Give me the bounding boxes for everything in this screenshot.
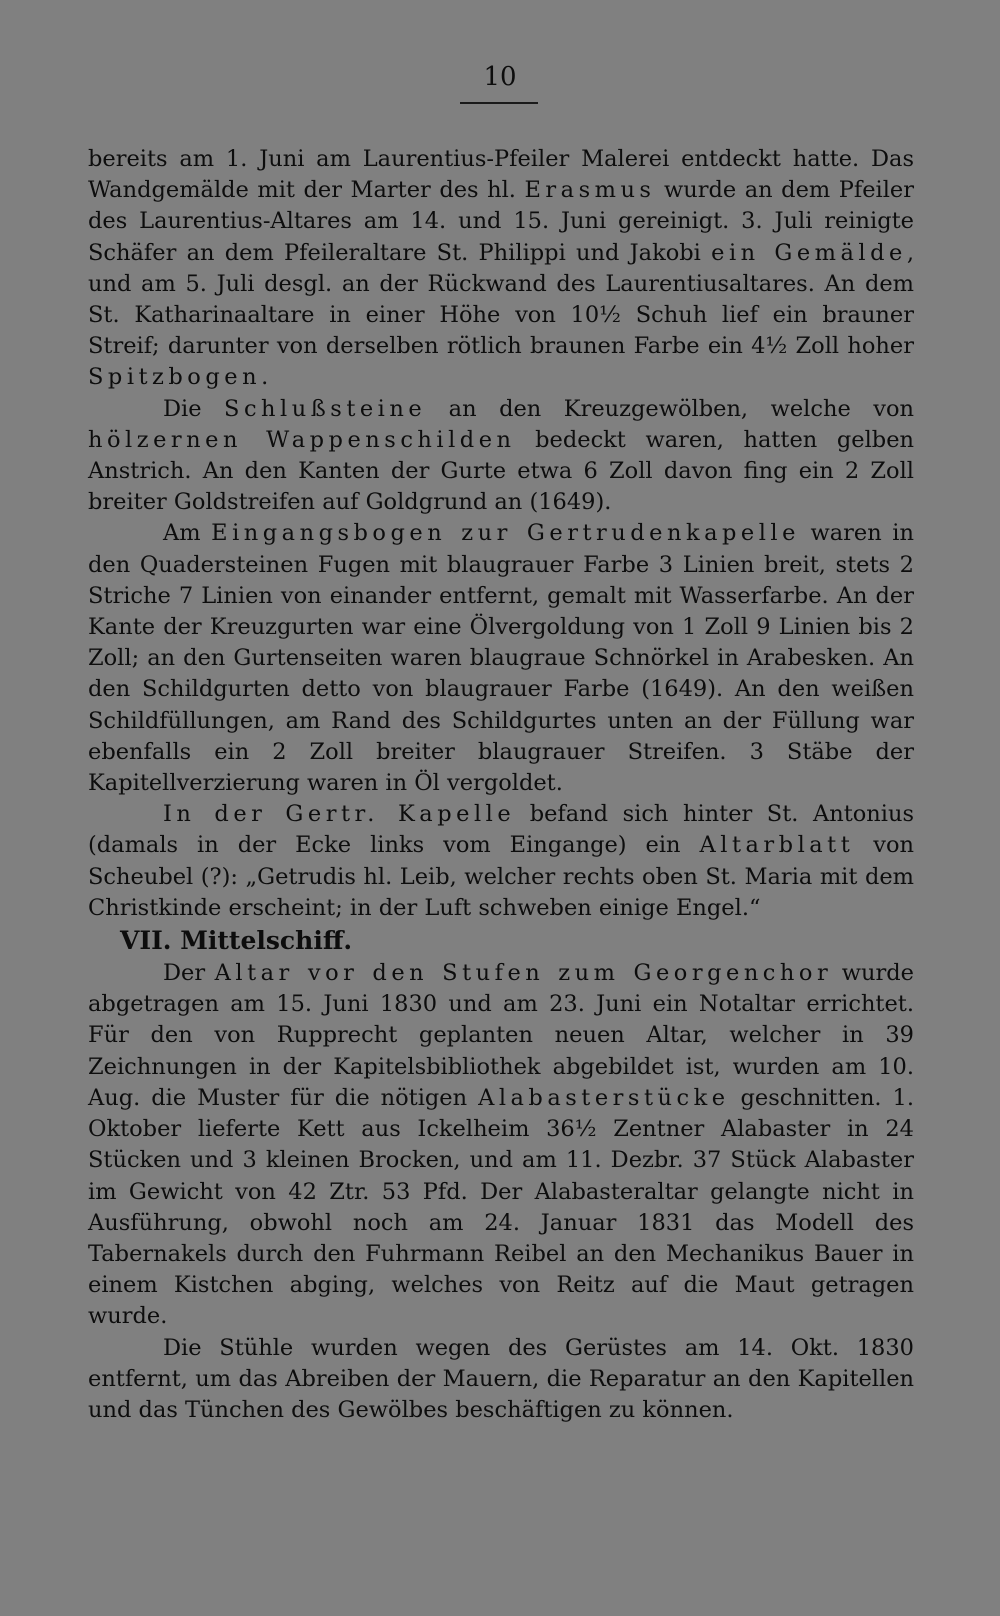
paragraph — [88, 1333, 914, 1427]
text-run: waren in den Quadersteinen Fugen mit blaugrauer Farbe 3 Linien breit, stets 2 Striche 7 Linien von einander entfernt, gemalt mit Wasserfarbe. An der Kante der Kreuzgurten war eine Ölvergoldung von 1 Zoll 9 Linien bis 2 Zoll; an den Gurtenseiten waren blaugraue Schnörkel in Arabesken. An den Schildgurten detto von blaugrauer Farbe (1649). An den weißen Schildfüllungen, am Rand des Schildgurtes unten an der Füllung war ebenfalls ein 2 Zoll breiter blaugrauer Streifen. 3 Stäbe der Kapitellverzierung waren in Öl vergoldet. — [88, 520, 914, 797]
text-run: geschnitten. 1. Oktober lieferte Kett aus Ickelheim 36½ Zentner Alabaster in 24 Stücken und 3 kleinen Brocken, und am 11. Dezbr. 37 Stück Alabaster im Gewicht von 42 Ztr. 53 Pfd. Der Alabasteraltar gelangte nicht in Ausführung, obwohl noch am 24. Januar 1831 das Modell des Tabernakels durch den Fuhrmann Reibel an den Mechanikus Bauer in einem Kistchen abging, welches von Reitz auf die Maut getragen wurde. — [88, 1084, 914, 1330]
header-rule — [460, 102, 538, 104]
paragraph-group-1 — [88, 144, 914, 924]
paragraph — [88, 958, 914, 1332]
paragraph — [88, 799, 914, 924]
page-number: 10 — [483, 62, 517, 92]
spaced-emphasis: Altar vor den Stufen zum Georgenchor — [214, 960, 833, 987]
text-run: von Scheubel (?): „Getrudis hl. Leib, welcher rechts oben St. Maria mit dem Christkinde erscheint; in der Luft schweben einige Engel.“ — [88, 832, 914, 921]
text-run: Der — [163, 960, 215, 987]
spaced-emphasis: Erasmus — [524, 177, 656, 204]
paragraph — [88, 518, 914, 799]
spaced-emphasis: Altarblatt — [699, 832, 855, 859]
text-run: Die Stühle wurden wegen des Gerüstes am 14. Okt. 1830 entfernt, um das Abreiben der Mauern, die Reparatur an den Kapitellen und das Tünchen des Gewölbes beschäftigen zu können. — [88, 1334, 914, 1423]
paragraph — [88, 144, 914, 394]
spaced-emphasis: Spitzbogen — [88, 364, 262, 391]
section-heading: VII. Mittelschiff. — [120, 926, 353, 956]
text-run: Die — [163, 395, 225, 422]
paragraph — [88, 394, 914, 519]
text-run: bereits am 1. Juni am Laurentius-Pfeiler Malerei entdeckt hatte. Das Wandgemälde mit der Marter des hl. — [88, 146, 914, 204]
spaced-emphasis: Schlußsteine — [224, 395, 427, 422]
text-run: , und am 5. Juli desgl. an der Rückwand des Laurentiusaltares. An dem St. Katharinaaltare in einer Höhe von 10½ Schuh lief ein brauner Streif; darunter von derselben rötlich braunen Farbe ein 4½ Zoll hoher — [88, 239, 914, 360]
paragraph-group-2 — [88, 958, 914, 1426]
spaced-emphasis: Eingangsbogen zur Gertrudenkapelle — [211, 520, 800, 547]
text-run: bedeckt waren, hatten gelben Anstrich. An den Kanten der Gurte etwa 6 Zoll davon fing ein 2 Zoll breiter Goldstreifen auf Goldgrund an (1649). — [88, 426, 914, 516]
text-run: an den Kreuzgewölben, welche von — [426, 395, 915, 422]
spaced-emphasis: ein Gemälde — [711, 239, 907, 266]
spaced-emphasis: hölzernen Wappenschilden — [88, 426, 516, 453]
spaced-emphasis: Alabasterstücke — [478, 1084, 730, 1111]
text-run: befand sich hinter St. Antonius (damals in der Ecke links vom Eingange) ein — [88, 801, 915, 859]
text-run: Am — [163, 520, 212, 547]
body-text — [88, 144, 914, 1426]
text-run: . — [261, 364, 269, 391]
spaced-emphasis: In der Gertr. Kapelle — [163, 801, 516, 828]
text-run: wurde abgetragen am 15. Juni 1830 und am 23. Juni ein Notaltar errichtet. Für den von Rupprecht geplanten neuen Altar, welcher in 39 Zeichnungen in der Kapitelsbibliothek abgebildet ist, wurden am 10. Aug. die Muster für die nötigen — [88, 960, 914, 1111]
text-run: wurde an dem Pfeiler des Laurentius-Altares am 14. und 15. Juni gereinigt. 3. Juli reinigte Schäfer an dem Pfeileraltare St. Philippi und Jakobi — [88, 177, 914, 266]
